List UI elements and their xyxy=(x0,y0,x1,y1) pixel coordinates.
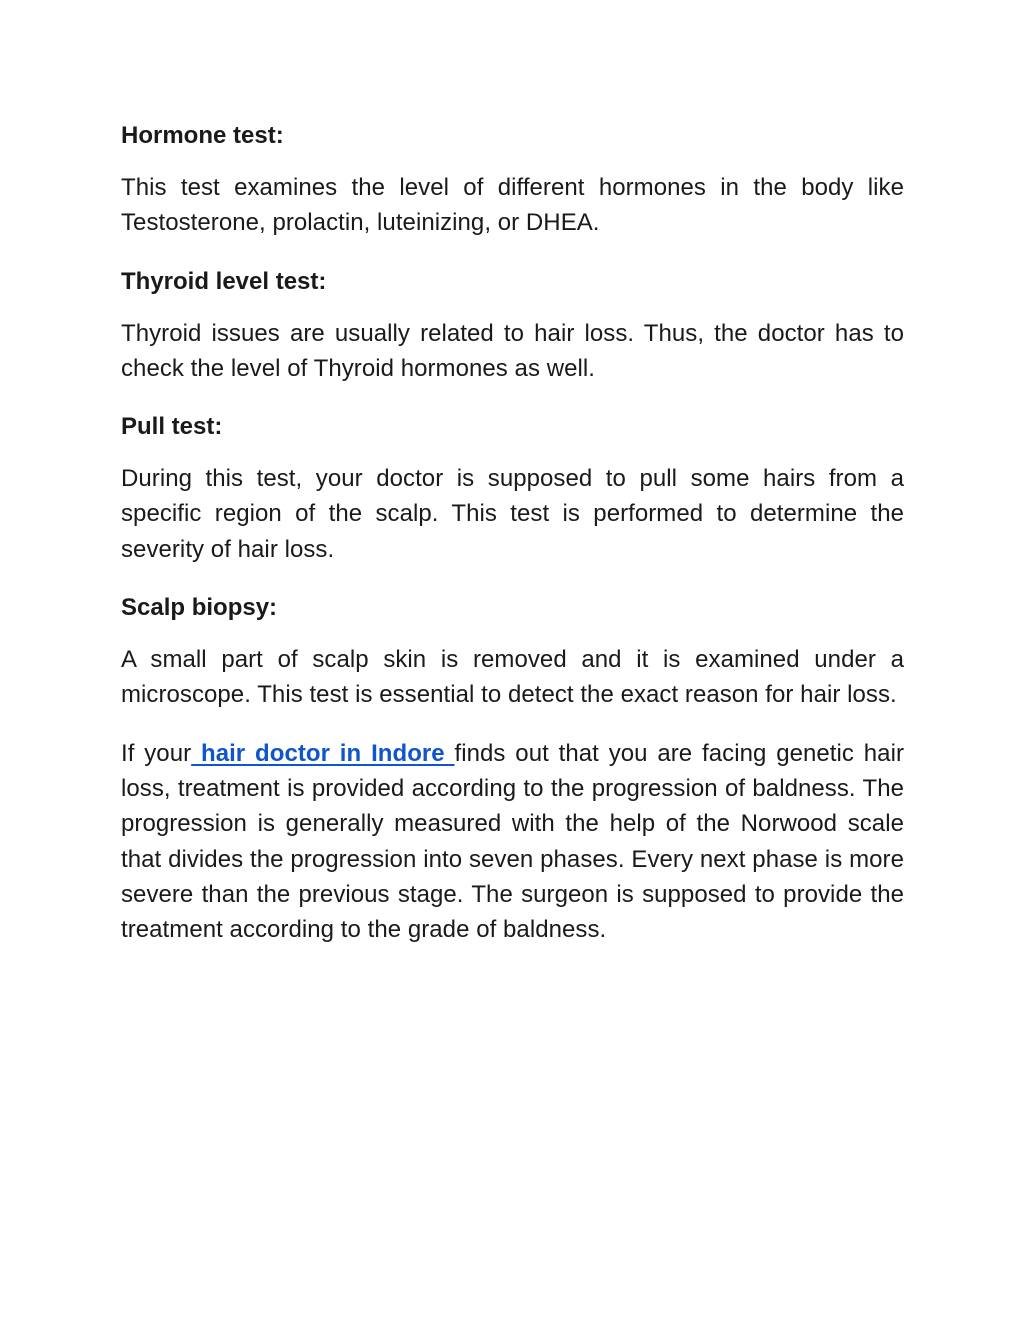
section-heading-thyroid-level-test: Thyroid level test: xyxy=(121,267,327,295)
document-page xyxy=(121,118,904,970)
hair-doctor-indore-link[interactable]: hair doctor in Indore xyxy=(191,739,455,767)
section-body-pull-test: During this test, your doctor is supposed to pull some hairs from a specific region of the scalp. This test is performed to determine the severity of hair loss. xyxy=(121,465,904,563)
section-body-hormone-test: This test examines the level of different hormones in the body like Testosterone, prolactin, luteinizing, or DHEA. xyxy=(121,174,904,237)
section-heading-scalp-biopsy: Scalp biopsy: xyxy=(121,594,278,622)
section-body-thyroid-level-test: Thyroid issues are usually related to hair loss. Thus, the doctor has to check the level of Thyroid hormones as well. xyxy=(121,319,904,382)
section-heading-pull-test: Pull test: xyxy=(121,413,223,441)
section-heading-hormone-test: Hormone test: xyxy=(121,122,284,149)
closing-suffix: finds out that you are facing genetic hair loss, treatment is provided according to the progression of baldness. The progression is generally measured with the help of the Norwood scale that divides the progression into seven phases. Every next phase is more severe than the previous stage. The surgeon is supposed to provide the treatment according to the grade of baldness. xyxy=(121,739,904,944)
closing-prefix: If your xyxy=(121,739,192,767)
closing-paragraph xyxy=(121,736,904,948)
section-body-scalp-biopsy: A small part of scalp skin is removed and it is examined under a microscope. This test is essential to detect the exact reason for hair loss. xyxy=(121,646,904,709)
